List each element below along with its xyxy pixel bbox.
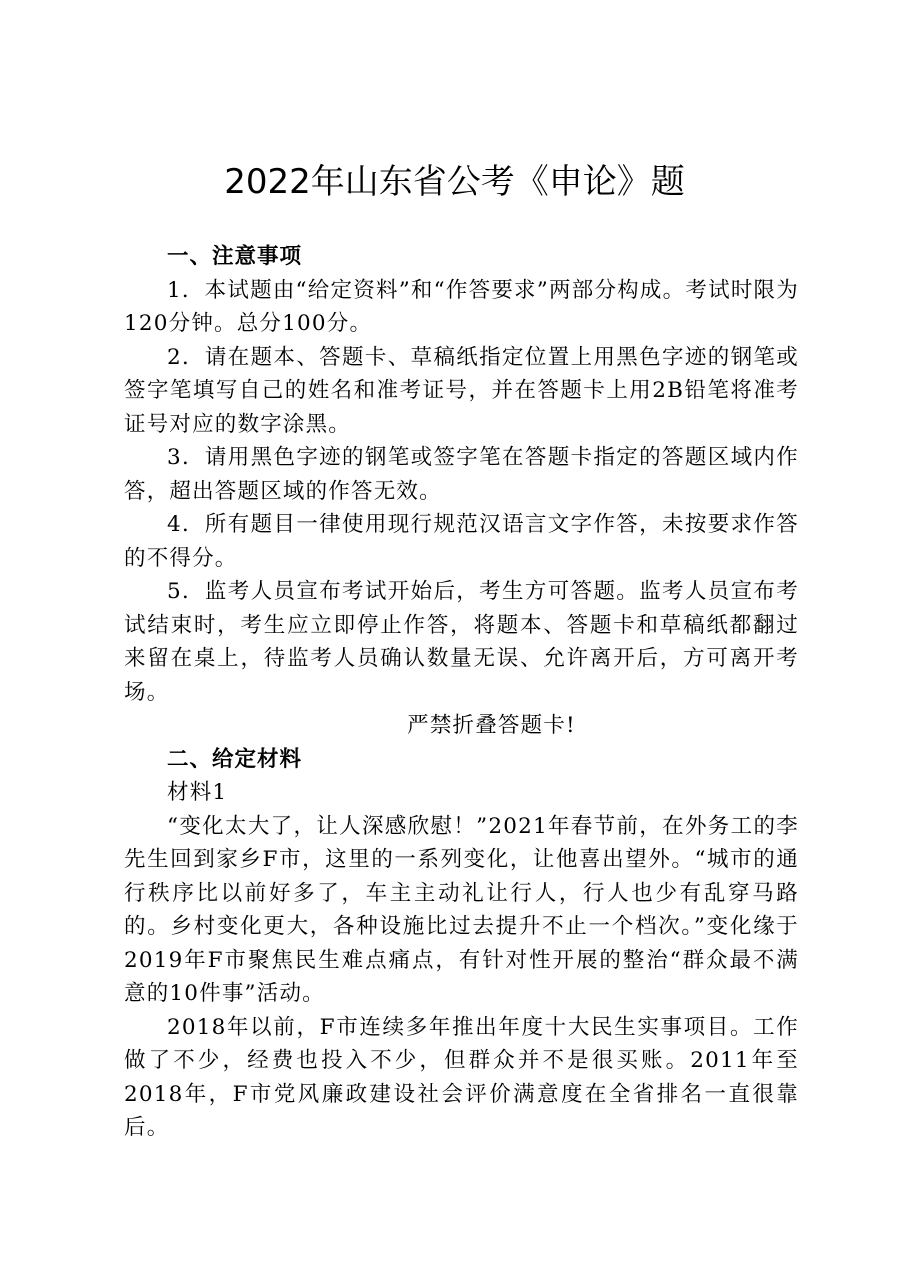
material-paragraph-2: 2018年以前，F市连续多年推出年度十大民生实事项目。工作做了不少，经费也投入不少，但群众并不是很买账。2011年至2018年，F市党风廉政建设社会评价满意度在全省排名一直很靠后。	[124, 1014, 799, 1140]
note-item-3: 3．请用黑色字迹的钢笔或签字笔在答题卡指定的答题区域内作答，超出答题区域的作答无效。	[124, 445, 799, 504]
note-item-4: 4．所有题目一律使用现行规范汉语言文字作答，未按要求作答的不得分。	[124, 512, 799, 571]
material-label: 材料1	[167, 780, 228, 805]
section-heading-materials: 二、给定材料	[167, 746, 303, 772]
warning-note: 严禁折叠答题卡!	[407, 713, 576, 738]
material-paragraph-1: “变化太大了，让人深感欣慰！”2021年春节前，在外务工的李先生回到家乡F市，这里的一系列变化，让他喜出望外。“城市的通行秩序比以前好多了，车主主动礼让行人，行人也少有乱穿马路的。乡村变化更大，各种设施比过去提升不止一个档次。”变化缘于2019年F市聚焦民生难点痛点，有针对性开展的整治“群众最不满意的10件事”活动。	[124, 813, 799, 1006]
note-item-1: 1．本试题由“给定资料”和“作答要求”两部分构成。考试时限为120分钟。总分100分。	[124, 277, 799, 336]
section-heading-notes: 一、注意事项	[167, 244, 303, 269]
note-item-2: 2．请在题本、答题卡、草稿纸指定位置上用黑色字迹的钢笔或签字笔填写自己的姓名和准考证号，并在答题卡上用2B铅笔将准考证号对应的数字涂黑。	[124, 344, 799, 437]
note-item-5: 5．监考人员宣布考试开始后，考生方可答题。监考人员宣布考试结束时，考生应立即停止作答，将题本、答题卡和草稿纸都翻过来留在桌上，待监考人员确认数量无误、允许离开后，方可离开考场。	[124, 579, 799, 705]
document-title: 2022年山东省公考《申论》题	[224, 162, 685, 202]
document-body	[124, 240, 799, 1145]
